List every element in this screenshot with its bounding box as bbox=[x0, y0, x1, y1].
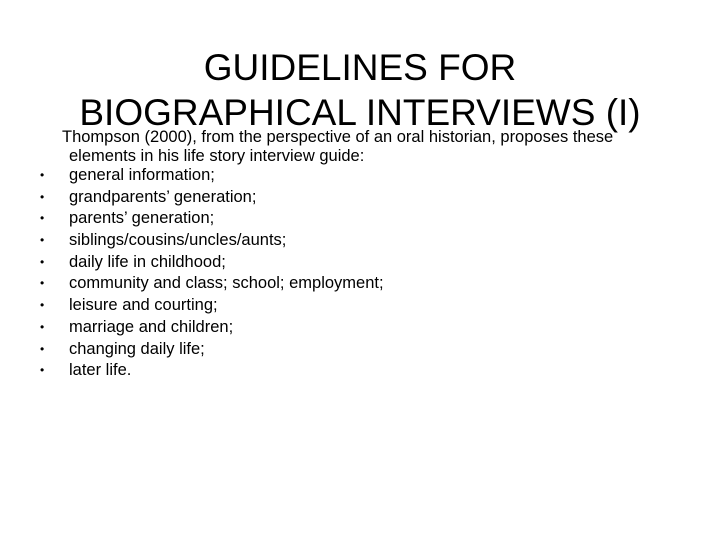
list-item-text: later life. bbox=[69, 361, 132, 380]
intro-line-2: elements in his life story interview guide: bbox=[69, 147, 365, 165]
intro-line-1: Thompson (2000), from the perspective of an oral historian, proposes these bbox=[62, 128, 614, 146]
list-item-text: changing daily life; bbox=[69, 339, 205, 358]
bullet-icon: • bbox=[40, 276, 45, 291]
bullet-icon: • bbox=[40, 168, 45, 182]
slide-title bbox=[0, 45, 720, 135]
bullet-icon: • bbox=[40, 298, 45, 313]
list-item-text: siblings/cousins/uncles/aunts; bbox=[69, 231, 287, 250]
bullet-icon: • bbox=[40, 363, 45, 378]
bullet-icon: • bbox=[40, 233, 45, 248]
intro-paragraph bbox=[62, 128, 702, 166]
list-item-text: grandparents’ generation; bbox=[69, 187, 257, 206]
bullet-icon: • bbox=[40, 189, 45, 204]
bullet-icon: • bbox=[40, 254, 45, 269]
slide-title-line-1: GUIDELINES FOR bbox=[203, 46, 517, 88]
list-item-text: leisure and courting; bbox=[69, 296, 218, 315]
bullet-icon: • bbox=[40, 319, 45, 334]
list-item-text: parents’ generation; bbox=[69, 209, 215, 228]
bullet-icon: • bbox=[40, 211, 45, 226]
list-item-text: marriage and children; bbox=[69, 317, 234, 336]
list-item-text: general information; bbox=[69, 166, 215, 184]
bullet-icon: • bbox=[40, 341, 45, 356]
list-item-text: daily life in childhood; bbox=[69, 252, 226, 271]
slide-title-line-2: BIOGRAPHICAL INTERVIEWS (I) bbox=[79, 91, 641, 133]
list-item-text: community and class; school; employment; bbox=[69, 274, 384, 293]
